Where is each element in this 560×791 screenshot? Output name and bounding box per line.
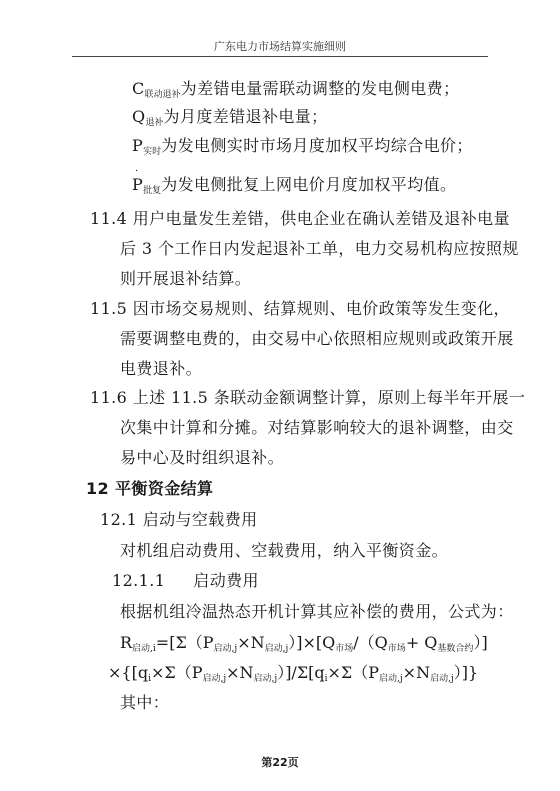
section-title: 启动费用 (193, 571, 259, 590)
definition-p-realtime (132, 133, 473, 156)
subscript: 批复 (143, 186, 162, 196)
formula-line-2 (108, 660, 478, 683)
formula-subscript: 基数合约 (437, 644, 474, 654)
definition-text: 为发电侧批复上网电价月度加权平均值。 (161, 175, 457, 194)
section-12-1-1-text: 根据机组冷温热态开机计算其应补偿的费用，公式为： (120, 602, 514, 621)
formula-part: ×N (402, 663, 431, 682)
definition-q (132, 104, 328, 127)
definition-c (132, 76, 459, 99)
formula-subscript: 市场 (387, 644, 406, 654)
formula-part: ×N (226, 663, 254, 682)
clause-11-6-line-3: 易中心及时组织退补。 (120, 448, 285, 467)
formula-part: /（Q (353, 633, 388, 652)
formula-subscript: 启动,i (132, 644, 156, 654)
formula-part: ×{[q (108, 663, 149, 682)
formula-subscript: i (148, 674, 151, 684)
definition-text: 为发电侧实时市场月度加权平均综合电价； (161, 136, 473, 155)
subscript: 退补 (145, 118, 164, 128)
formula-subscript: 启动,j (253, 674, 278, 684)
formula-part: ×N (237, 633, 265, 652)
clause-11-5-line-3: 电费退补。 (120, 359, 203, 378)
clause-11-6-line-1: 11.6 上述 11.5 条联动金额调整计算，原则上每半年开展一 (90, 388, 526, 407)
symbol: P (132, 175, 144, 194)
formula-part: ×Σ（P (327, 663, 380, 682)
symbol: P (132, 136, 144, 155)
definition-text: 为月度差错退补电量； (163, 107, 328, 126)
clause-11-4-line-3: 则开展退补结算。 (120, 269, 252, 288)
section-12-heading: 12 平衡资金结算 (86, 479, 214, 498)
clause-11-4-line-2: 后 3 个工作日内发起退补工单，电力交易机构应按照规 (120, 239, 519, 258)
formula-subscript: i (324, 674, 328, 684)
formula-part: ）] (473, 633, 488, 652)
section-12-1-title: 12.1 启动与空载费用 (100, 510, 258, 529)
clause-11-4-line-1: 11.4 用户电量发生差错，供电企业在确认差错及退补电量 (90, 209, 510, 228)
where-label: 其中： (120, 693, 170, 712)
section-number: 12.1.1 (112, 571, 166, 590)
formula-line-1 (120, 630, 488, 653)
clause-11-6-line-2: 次集中计算和分摊。对结算影响较大的退补调整，由交 (120, 418, 514, 437)
subscript: 实时 (143, 147, 162, 157)
page-number: 第22页 (261, 756, 299, 769)
formula-part: ×Σ（P (150, 663, 203, 682)
formula-part: ）]/Σ[q (277, 663, 325, 682)
stray-mark: · (135, 166, 139, 177)
formula-subscript: 启动,j (202, 674, 227, 684)
clause-11-5-line-1: 11.5 因市场交易规则、结算规则、电价政策等发生变化， (90, 299, 510, 318)
definition-p-approved (132, 172, 456, 195)
formula-subscript: 启动,j (213, 644, 238, 654)
page-header: 广东电力市场结算实施细则 (72, 38, 488, 57)
formula-subscript: 启动,j (430, 674, 454, 684)
formula-part: =[Σ（P (155, 633, 214, 652)
formula-part: ）]×[Q (288, 633, 336, 652)
section-12-1-1-title (112, 568, 259, 591)
symbol: Q (132, 107, 146, 126)
section-12-1-text: 对机组启动费用、空载费用，纳入平衡资金。 (120, 541, 449, 560)
formula-part: ）]} (453, 663, 479, 682)
formula-subscript: 启动,j (379, 674, 403, 684)
definition-text: 为差错电量需联动调整的发电侧电费； (180, 79, 460, 98)
clause-11-5-line-2: 需要调整电费的，由交易中心依照相应规则或政策开展 (120, 329, 514, 348)
symbol: C (132, 79, 145, 98)
formula-symbol: R (120, 633, 133, 652)
subscript: 联动退补 (144, 90, 181, 100)
formula-part: + Q (405, 633, 438, 652)
formula-subscript: 启动,j (264, 644, 289, 654)
formula-subscript: 市场 (335, 644, 354, 654)
